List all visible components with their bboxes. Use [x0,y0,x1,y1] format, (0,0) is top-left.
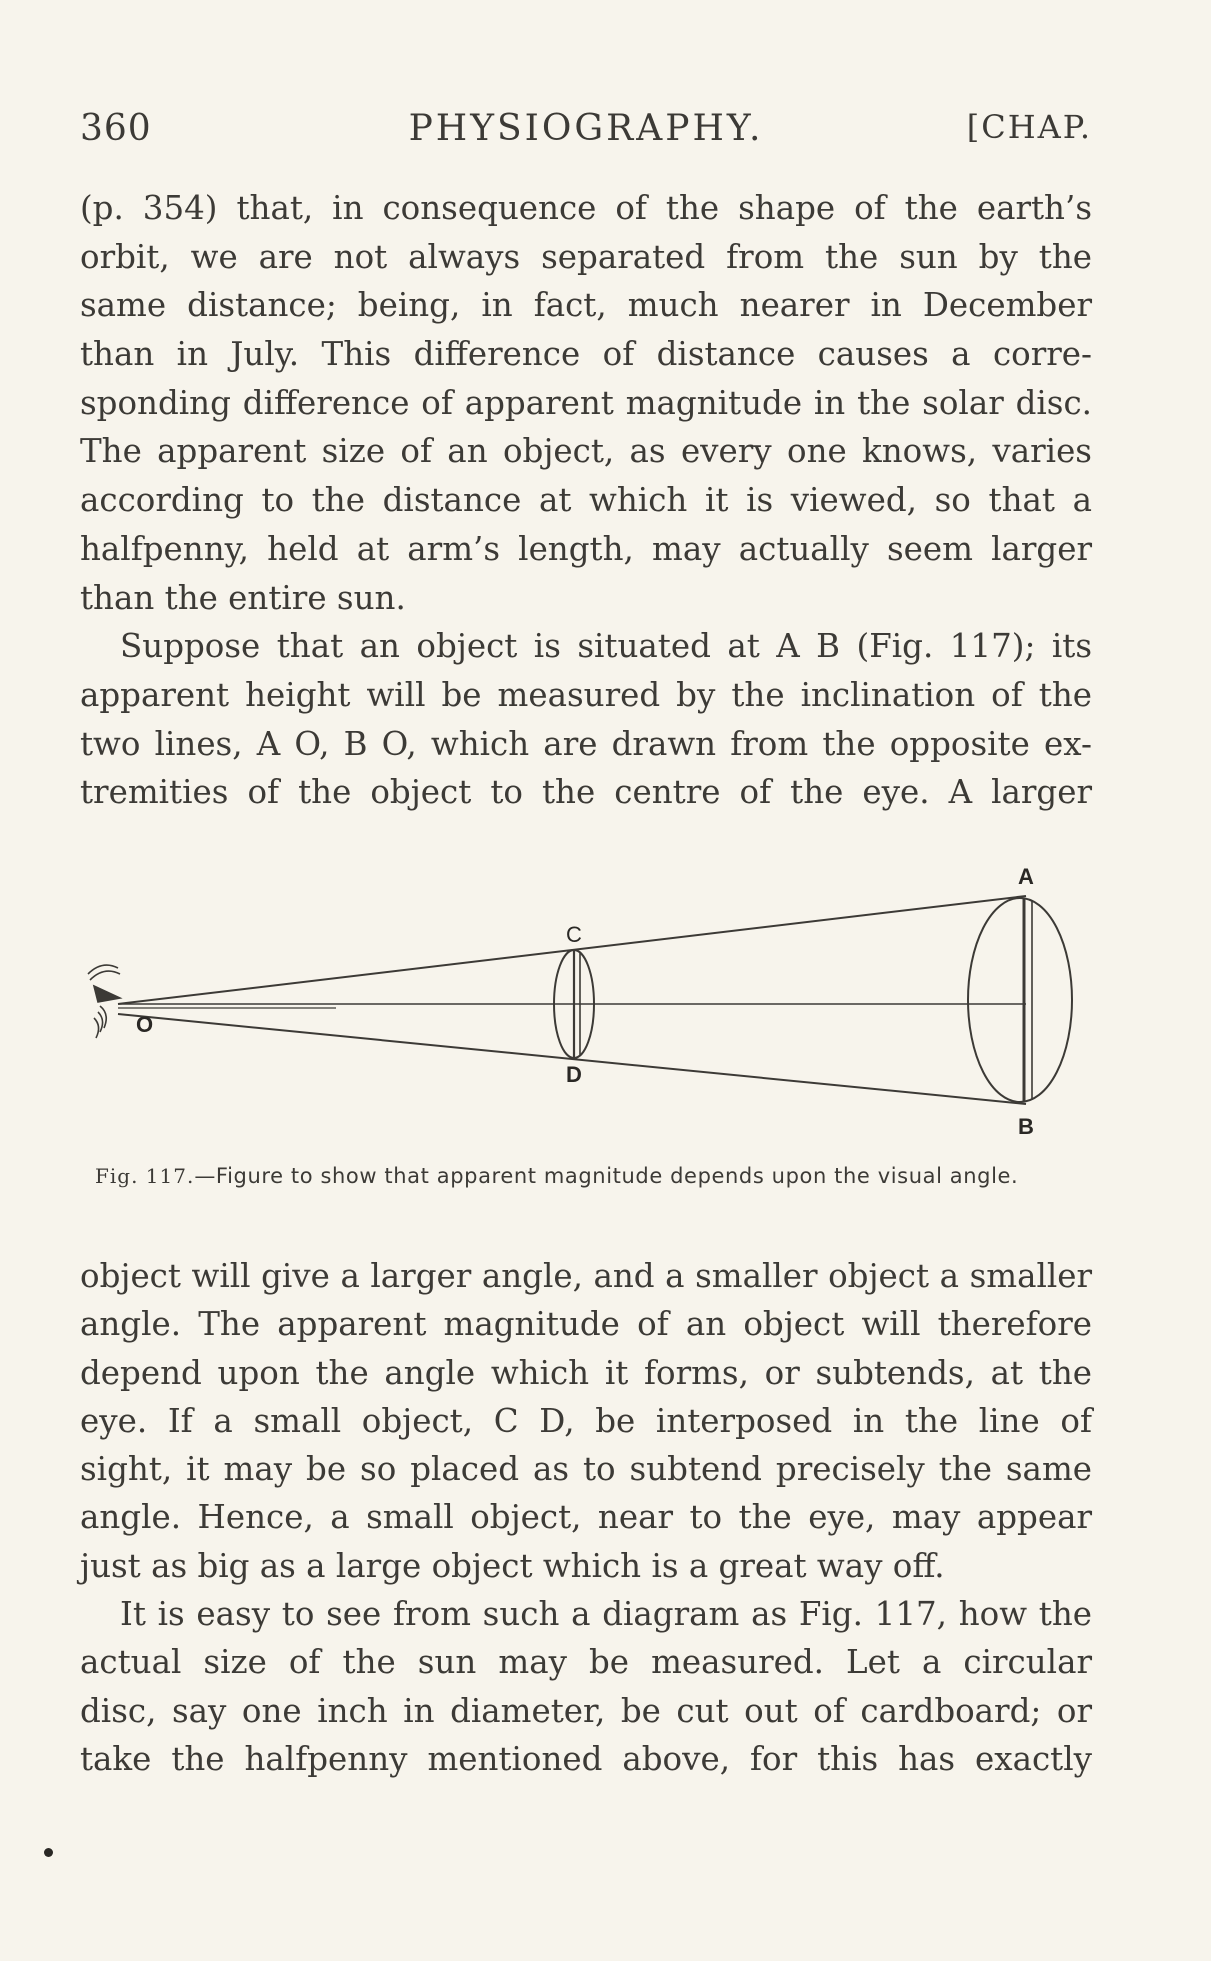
text-line: take the halfpenny mentioned above, for this has exactly [80,1739,1092,1778]
caption-label: Fig. 117. [95,1164,195,1188]
text-line: orbit, we are not always separated from the sun by the [80,237,1092,276]
text-line: sponding difference of apparent magnitude in the solar disc. [80,383,1092,422]
text-line: tremities of the object to the centre of the eye. A larger [80,773,1092,812]
paragraph-block-bottom [80,1252,1092,1783]
label-c: C [566,922,582,947]
text-line: according to the distance at which it is viewed, so that a [80,481,1092,520]
label-b: B [1018,1114,1034,1139]
text-line: sight, it may be so placed as to subtend precisely the same [80,1450,1092,1489]
text-line: than the entire sun. [80,578,406,617]
text-line: apparent height will be measured by the inclination of the [80,675,1092,714]
label-a: A [1018,864,1034,889]
figure-visual-angle [80,856,1092,1176]
text-line: angle. The apparent magnitude of an object will therefore [80,1305,1092,1344]
page-number: 360 [80,108,152,149]
chapter-mark: [CHAP. [966,108,1092,146]
label-d: D [566,1062,582,1087]
figure-caption [95,1164,1085,1188]
text-line: same distance; being, in fact, much nearer in December [80,286,1092,325]
text-line: object will give a larger angle, and a smaller object a smaller [80,1257,1092,1295]
text-line: It is easy to see from such a diagram as Fig. 117, how the [120,1595,1092,1634]
text-line: disc, say one inch in diameter, be cut out of cardboard; or [80,1691,1092,1730]
text-line: The apparent size of an object, as every one knows, varies [80,432,1092,471]
caption-text: —Figure to show that apparent magnitude depends upon the visual angle. [194,1164,1019,1188]
text-line: (p. 354) that, in consequence of the shape of the earth’s [80,189,1092,227]
label-o: O [136,1012,154,1037]
text-line: eye. If a small object, C D, be interposed in the line of [80,1401,1092,1440]
text-line: angle. Hence, a small object, near to the eye, may appear [80,1498,1092,1537]
paragraph-block-top [80,184,1092,817]
text-line: actual size of the sun may be measured. Let a circular [80,1643,1092,1682]
text-line: just as big as a large object which is a great way off. [80,1546,945,1585]
large-object-ab [968,898,1072,1102]
text-line: two lines, A O, B O, which are drawn from the opposite ex- [80,724,1092,763]
visual-angle-diagram [80,856,1092,1176]
text-line: Suppose that an object is situated at A B (Fig. 117); its [120,627,1092,666]
ink-dot [44,1848,53,1857]
line-o-to-b [118,1014,1026,1104]
text-line: halfpenny, held at arm’s length, may actually seem larger [80,529,1092,568]
running-title: PHYSIOGRAPHY. [408,108,764,149]
text-line: than in July. This difference of distance causes a corre- [80,335,1092,374]
running-head [80,108,1092,158]
eye-icon [88,965,120,1038]
text-line: depend upon the angle which it forms, or subtends, at the [80,1353,1092,1392]
